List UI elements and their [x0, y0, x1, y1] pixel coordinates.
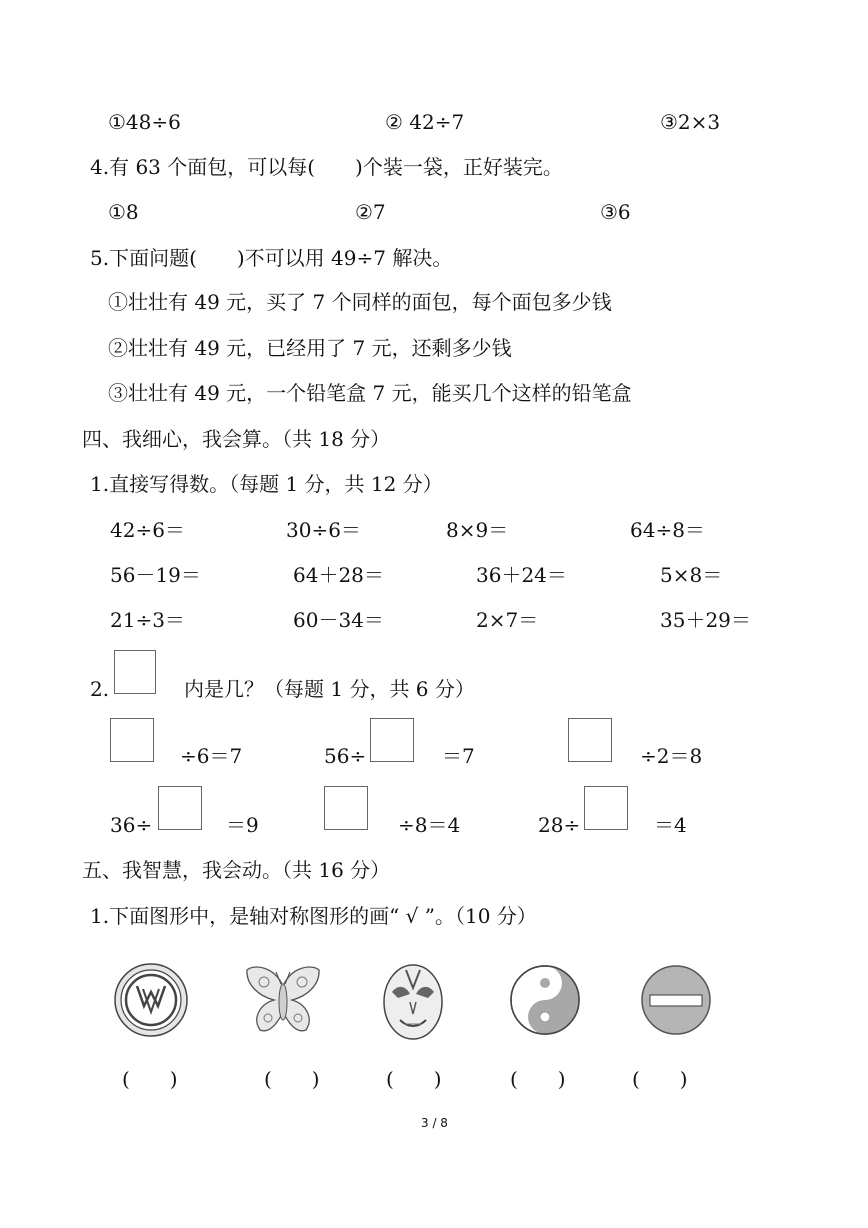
answer-box[interactable]: [584, 786, 628, 830]
section5-title: 五、我智慧，我会动。（共 16 分）: [82, 858, 391, 882]
answer-box[interactable]: [110, 718, 154, 762]
q5-option-2: ②壮壮有 49 元，已经用了 7 元，还剩多少钱: [108, 336, 512, 360]
fill-equation-prefix: 28÷: [538, 813, 581, 837]
answer-box[interactable]: [568, 718, 612, 762]
calc-item: 64÷8＝: [630, 518, 705, 542]
section4-q1-title: 1.直接写得数。（每题 1 分，共 12 分）: [90, 472, 443, 496]
calc-item: 36＋24＝: [476, 563, 567, 587]
fill-equation-prefix: 56÷: [324, 744, 367, 768]
q4-option-1: ①8: [108, 200, 139, 224]
page-number: 3 / 8: [421, 1116, 448, 1130]
q3-option-2: ② 42÷7: [385, 110, 465, 134]
q3-option-1: ①48÷6: [108, 110, 181, 134]
no-entry-sign-icon: [640, 964, 712, 1036]
calc-item: 42÷6＝: [110, 518, 185, 542]
q4-option-3: ③6: [600, 200, 631, 224]
opera-mask-icon: [380, 962, 446, 1042]
section4-q2-number: 2.: [90, 677, 110, 701]
calc-item: 64＋28＝: [293, 563, 384, 587]
butterfly-icon: [244, 962, 322, 1038]
fill-equation: ＝4: [654, 813, 687, 837]
calc-item: 21÷3＝: [110, 608, 185, 632]
calc-item: 8×9＝: [446, 518, 509, 542]
fill-equation-prefix: 36÷: [110, 813, 153, 837]
answer-blank[interactable]: ( ): [386, 1067, 442, 1091]
answer-box[interactable]: [370, 718, 414, 762]
answer-blank[interactable]: ( ): [264, 1067, 320, 1091]
calc-item: 60－34＝: [293, 608, 384, 632]
q4-option-2: ②7: [355, 200, 386, 224]
calc-item: 2×7＝: [476, 608, 539, 632]
yin-yang-icon: [509, 964, 581, 1036]
calc-item: 5×8＝: [660, 563, 723, 587]
section5-q1-title: 1.下面图形中，是轴对称图形的画“ √ ”。（10 分）: [90, 904, 537, 928]
answer-box[interactable]: [158, 786, 202, 830]
q5-option-3: ③壮壮有 49 元，一个铅笔盒 7 元，能买几个这样的铅笔盒: [108, 381, 632, 405]
fill-equation: ÷8＝4: [398, 813, 461, 837]
calc-item: 56－19＝: [110, 563, 201, 587]
q4-text: 4.有 63 个面包，可以每( )个装一袋，正好装完。: [90, 155, 563, 179]
volkswagen-logo-icon: [113, 962, 189, 1038]
fill-equation: ＝9: [226, 813, 259, 837]
answer-blank[interactable]: ( ): [122, 1067, 178, 1091]
fill-equation: ＝7: [442, 744, 475, 768]
fill-equation: ÷6＝7: [180, 744, 243, 768]
fill-equation: ÷2＝8: [640, 744, 703, 768]
section4-q2-title: 内是几？（每题 1 分，共 6 分）: [184, 677, 475, 701]
answer-box[interactable]: [324, 786, 368, 830]
answer-blank[interactable]: ( ): [632, 1067, 688, 1091]
q3-option-3: ③2×3: [660, 110, 721, 134]
section4-title: 四、我细心，我会算。（共 18 分）: [82, 427, 391, 451]
q5-text: 5.下面问题( )不可以用 49÷7 解决。: [90, 246, 453, 270]
answer-box-sample: [114, 650, 156, 694]
calc-item: 35＋29＝: [660, 608, 751, 632]
q5-option-1: ①壮壮有 49 元，买了 7 个同样的面包，每个面包多少钱: [108, 290, 612, 314]
calc-item: 30÷6＝: [286, 518, 361, 542]
answer-blank[interactable]: ( ): [510, 1067, 566, 1091]
